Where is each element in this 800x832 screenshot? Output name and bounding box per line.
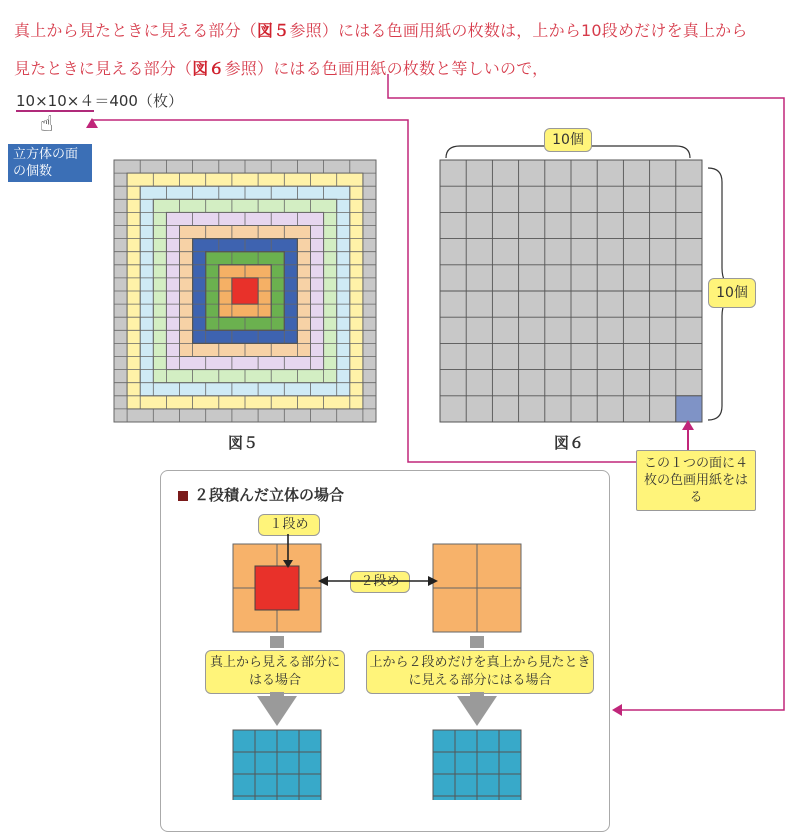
formula-factor: 10×10×４ [16,92,95,110]
figure-5-grid [114,160,376,422]
panel-title [178,484,344,505]
intro-text: 参照）にはる色画用紙の枚数は，上から10段めだけを真上から [289,21,748,40]
faces-count-callout: 立方体の面の個数 [8,144,92,182]
step1-label: １段め [258,514,320,536]
fig6-highlight-cell [676,396,702,422]
case-left-label: 真上から見える部分にはる場合 [205,650,345,694]
face-note-callout: この１つの面に４枚の色画用紙をはる [636,450,756,511]
top-count-label: 10個 [544,128,592,152]
intro-text: 参照）にはる色画用紙の枚数と等しいので， [224,59,549,78]
pointing-hand-icon: ☝ [40,112,54,137]
panel-title-text: ２段積んだ立体の場合 [194,486,345,504]
connector-right-arrow [612,704,622,716]
case-right-label: 上から２段めだけを真上から見たときに見える部分にはる場合 [366,650,594,694]
step2-label: ２段め [350,571,410,593]
figure-6-caption: 図６ [554,434,585,452]
intro-text: 見たときに見える部分（ [14,59,193,78]
square-bullet-icon [178,491,188,501]
figure-5-caption: 図５ [228,434,259,452]
fig5-center-square [232,278,258,304]
intro-text: 真上から見たときに見える部分（ [14,21,258,40]
figure-6-grid [440,134,734,450]
formula-result: ＝400（枚） [94,92,183,110]
figure-ref-5: 図５ [257,21,290,40]
side-count-label: 10個 [708,278,756,308]
figure-ref-6: 図６ [192,59,225,78]
